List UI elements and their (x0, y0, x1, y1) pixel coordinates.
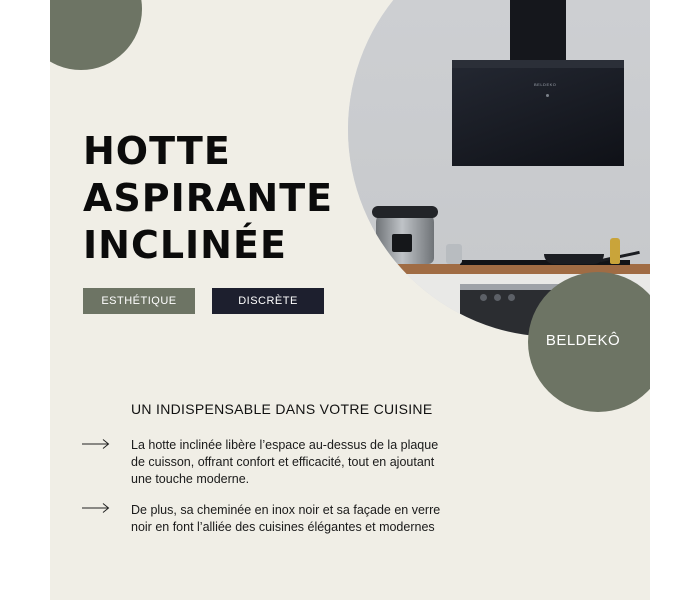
oven-knob-icon (480, 294, 487, 301)
tag-discrete: DISCRÈTE (212, 288, 324, 314)
spice-jar (446, 244, 462, 264)
title-line-2: ASPIRANTE (83, 176, 334, 220)
frying-pan (544, 254, 604, 264)
oven-knob-icon (508, 294, 515, 301)
inclined-hood (452, 60, 624, 166)
brand-logo: BELDEKÔ (545, 332, 621, 349)
arrow-right-icon (82, 502, 110, 514)
rice-cooker-panel (392, 234, 412, 252)
bullet-text-2: De plus, sa cheminée en inox noir et sa façade en verre noir en font l’alliée des cuisines élégantes et modernes (131, 503, 441, 534)
product-card (50, 0, 650, 600)
oven-knob-icon (494, 294, 501, 301)
tag-esthetique: ESTHÉTIQUE (83, 288, 195, 314)
brand-logo-badge (528, 272, 650, 412)
oil-bottle (610, 238, 620, 264)
title-line-3: INCLINÉE (83, 223, 287, 267)
rice-cooker-lid (372, 206, 438, 218)
hood-brand-label: BELDEKO (534, 82, 557, 87)
title-line-1: HOTTE (83, 129, 231, 173)
hood-power-icon (546, 94, 549, 97)
arrow-right-icon (82, 438, 110, 450)
hood-chimney (510, 0, 566, 60)
page-title (83, 128, 333, 269)
decorative-corner-circle (50, 0, 142, 70)
section-subtitle: UN INDISPENSABLE DANS VOTRE CUISINE (131, 401, 433, 417)
bullet-text-1: La hotte inclinée libère l’espace au-dessus de la plaque de cuisson, offrant confort et efficacité, tout en ajoutant une touche moderne. (131, 438, 439, 486)
